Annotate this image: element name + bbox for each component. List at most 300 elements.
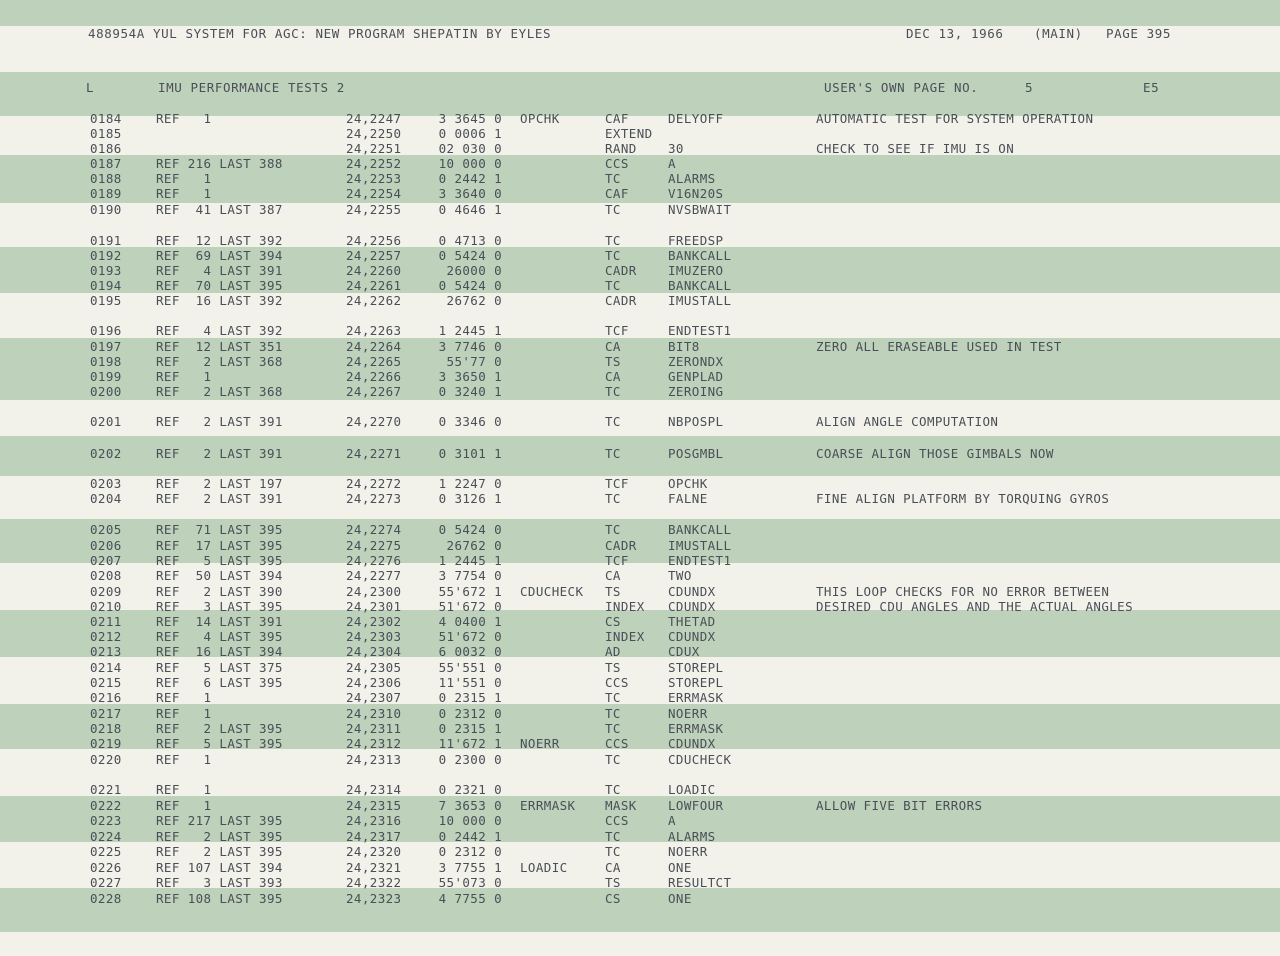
- ref-column: REF 71 LAST 395: [156, 522, 283, 537]
- operand: ERRMASK: [668, 690, 724, 705]
- line-number: 0206: [90, 538, 122, 553]
- address: 24,2272: [346, 476, 402, 491]
- operand: STOREPL: [668, 660, 724, 675]
- ref-column: REF 2 LAST 390: [156, 584, 283, 599]
- operand: ONE: [668, 891, 692, 906]
- line-number: 0195: [90, 293, 122, 308]
- ref-column: REF 4 LAST 391: [156, 263, 283, 278]
- header-title: 488954A YUL SYSTEM FOR AGC: NEW PROGRAM SHEPATIN BY EYLES: [88, 26, 552, 41]
- listing-row: [0, 736, 1280, 751]
- address: 24,2322: [346, 875, 402, 890]
- line-number: 0222: [90, 798, 122, 813]
- octal-word: 02 030 0: [438, 141, 502, 156]
- operand: A: [668, 156, 676, 171]
- address: 24,2277: [346, 568, 402, 583]
- listing-row: [0, 186, 1280, 201]
- listing-row: [0, 522, 1280, 537]
- symbol-label: LOADIC: [520, 860, 568, 875]
- operand: FREEDSP: [668, 233, 724, 248]
- opcode: TS: [605, 354, 621, 369]
- octal-word: 1 2247 0: [438, 476, 502, 491]
- ref-column: REF 3 LAST 393: [156, 875, 283, 890]
- line-number: 0210: [90, 599, 122, 614]
- listing-row: [0, 706, 1280, 721]
- listing-row: [0, 278, 1280, 293]
- address: 24,2311: [346, 721, 402, 736]
- operand: ERRMASK: [668, 721, 724, 736]
- address: 24,2302: [346, 614, 402, 629]
- opcode: CADR: [605, 293, 637, 308]
- ref-column: REF 6 LAST 395: [156, 675, 283, 690]
- comment: CHECK TO SEE IF IMU IS ON: [816, 141, 1015, 156]
- octal-word: 0 5424 0: [438, 278, 502, 293]
- listing-row: [0, 829, 1280, 844]
- opcode: EXTEND: [605, 126, 653, 141]
- opcode: CADR: [605, 263, 637, 278]
- listing-row: [0, 690, 1280, 705]
- line-number: 0224: [90, 829, 122, 844]
- opcode: RAND: [605, 141, 637, 156]
- ref-column: REF 4 LAST 395: [156, 629, 283, 644]
- address: 24,2304: [346, 644, 402, 659]
- operand: THETAD: [668, 614, 716, 629]
- line-number: 0218: [90, 721, 122, 736]
- octal-word: 0 4646 1: [438, 202, 502, 217]
- ref-column: REF 107 LAST 394: [156, 860, 283, 875]
- listing-row: [0, 354, 1280, 369]
- octal-word: 0 0006 1: [438, 126, 502, 141]
- line-number: 0208: [90, 568, 122, 583]
- comment: THIS LOOP CHECKS FOR NO ERROR BETWEEN: [816, 584, 1110, 599]
- line-number: 0191: [90, 233, 122, 248]
- octal-word: 55'77 0: [446, 354, 502, 369]
- opcode: CCS: [605, 813, 629, 828]
- octal-word: 1 2445 1: [438, 323, 502, 338]
- octal-word: 6 0032 0: [438, 644, 502, 659]
- comment: AUTOMATIC TEST FOR SYSTEM OPERATION: [816, 111, 1094, 126]
- line-number: 0194: [90, 278, 122, 293]
- octal-word: 3 3645 0: [438, 111, 502, 126]
- octal-word: 1 2445 1: [438, 553, 502, 568]
- listing-row: [0, 629, 1280, 644]
- opcode: TC: [605, 233, 621, 248]
- address: 24,2274: [346, 522, 402, 537]
- operand: CDUNDX: [668, 629, 716, 644]
- octal-word: 51'672 0: [438, 599, 502, 614]
- line-number: 0220: [90, 752, 122, 767]
- opcode: TC: [605, 690, 621, 705]
- octal-word: 3 7755 1: [438, 860, 502, 875]
- opcode: TC: [605, 706, 621, 721]
- octal-word: 0 3126 1: [438, 491, 502, 506]
- address: 24,2247: [346, 111, 402, 126]
- address: 24,2271: [346, 446, 402, 461]
- symbol-label: ERRMASK: [520, 798, 576, 813]
- octal-word: 10 000 0: [438, 156, 502, 171]
- listing-row: [0, 644, 1280, 659]
- ref-column: REF 2 LAST 391: [156, 446, 283, 461]
- operand: IMUZERO: [668, 263, 724, 278]
- operand: OPCHK: [668, 476, 708, 491]
- ref-column: REF 2 LAST 391: [156, 491, 283, 506]
- ref-column: REF 2 LAST 395: [156, 844, 283, 859]
- ref-column: REF 2 LAST 395: [156, 721, 283, 736]
- address: 24,2267: [346, 384, 402, 399]
- comment: ALIGN ANGLE COMPUTATION: [816, 414, 999, 429]
- opcode: CCS: [605, 156, 629, 171]
- comment: ZERO ALL ERASEABLE USED IN TEST: [816, 339, 1062, 354]
- listing-row: [0, 553, 1280, 568]
- address: 24,2270: [346, 414, 402, 429]
- octal-word: 0 3346 0: [438, 414, 502, 429]
- opcode: TC: [605, 522, 621, 537]
- operand: CDUNDX: [668, 736, 716, 751]
- address: 24,2317: [346, 829, 402, 844]
- operand: RESULTCT: [668, 875, 732, 890]
- ref-column: REF 16 LAST 394: [156, 644, 283, 659]
- octal-word: 26762 0: [446, 538, 502, 553]
- address: 24,2316: [346, 813, 402, 828]
- opcode: TCF: [605, 323, 629, 338]
- listing-row: [0, 675, 1280, 690]
- address: 24,2323: [346, 891, 402, 906]
- address: 24,2260: [346, 263, 402, 278]
- operand: ALARMS: [668, 829, 716, 844]
- opcode: TC: [605, 384, 621, 399]
- listing-row: [0, 248, 1280, 263]
- listing-row: [0, 446, 1280, 461]
- line-number: 0200: [90, 384, 122, 399]
- symbol-label: OPCHK: [520, 111, 560, 126]
- octal-word: 0 2312 0: [438, 706, 502, 721]
- section-ref: E5: [1143, 80, 1160, 95]
- operand: CDUX: [668, 644, 700, 659]
- listing-row: [0, 491, 1280, 506]
- address: 24,2264: [346, 339, 402, 354]
- ref-column: REF 69 LAST 394: [156, 248, 283, 263]
- opcode: TC: [605, 171, 621, 186]
- operand: ONE: [668, 860, 692, 875]
- octal-word: 10 000 0: [438, 813, 502, 828]
- line-number: 0184: [90, 111, 122, 126]
- symbol-label: CDUCHECK: [520, 584, 584, 599]
- octal-word: 0 2442 1: [438, 829, 502, 844]
- listing-row: [0, 263, 1280, 278]
- opcode: TC: [605, 782, 621, 797]
- ref-column: REF 1: [156, 782, 212, 797]
- operand: IMUSTALL: [668, 538, 732, 553]
- address: 24,2253: [346, 171, 402, 186]
- address: 24,2313: [346, 752, 402, 767]
- opcode: TC: [605, 278, 621, 293]
- listing-row: [0, 414, 1280, 429]
- operand: BANKCALL: [668, 522, 732, 537]
- line-number: 0193: [90, 263, 122, 278]
- operand: CDUCHECK: [668, 752, 732, 767]
- octal-word: 3 3650 1: [438, 369, 502, 384]
- line-number: 0204: [90, 491, 122, 506]
- line-number: 0221: [90, 782, 122, 797]
- operand: 30: [668, 141, 684, 156]
- opcode: TC: [605, 414, 621, 429]
- line-number: 0190: [90, 202, 122, 217]
- opcode: TC: [605, 491, 621, 506]
- octal-word: 55'073 0: [438, 875, 502, 890]
- opcode: CS: [605, 614, 621, 629]
- listing-row: [0, 614, 1280, 629]
- listing-row: [0, 293, 1280, 308]
- operand: ZERONDX: [668, 354, 724, 369]
- operand: GENPLAD: [668, 369, 724, 384]
- operand: A: [668, 813, 676, 828]
- operand: NVSBWAIT: [668, 202, 732, 217]
- listing-row: [0, 752, 1280, 767]
- listing-row: [0, 233, 1280, 248]
- operand: BIT8: [668, 339, 700, 354]
- ref-column: REF 1: [156, 752, 212, 767]
- listing-row: [0, 875, 1280, 890]
- address: 24,2256: [346, 233, 402, 248]
- ref-column: REF 14 LAST 391: [156, 614, 283, 629]
- opcode: CCS: [605, 736, 629, 751]
- address: 24,2254: [346, 186, 402, 201]
- address: 24,2315: [346, 798, 402, 813]
- line-number: 0219: [90, 736, 122, 751]
- octal-word: 0 5424 0: [438, 522, 502, 537]
- listing-row: [0, 721, 1280, 736]
- listing-row: [0, 599, 1280, 614]
- ref-column: REF 5 LAST 375: [156, 660, 283, 675]
- operand: POSGMBL: [668, 446, 724, 461]
- opcode: TC: [605, 721, 621, 736]
- ref-column: REF 5 LAST 395: [156, 553, 283, 568]
- section-title: IMU PERFORMANCE TESTS 2: [158, 80, 345, 95]
- octal-word: 0 3101 1: [438, 446, 502, 461]
- octal-word: 11'551 0: [438, 675, 502, 690]
- line-number: 0214: [90, 660, 122, 675]
- address: 24,2276: [346, 553, 402, 568]
- ref-column: REF 2 LAST 368: [156, 384, 283, 399]
- listing-row: [0, 126, 1280, 141]
- ref-column: REF 70 LAST 395: [156, 278, 283, 293]
- address: 24,2305: [346, 660, 402, 675]
- ref-column: REF 2 LAST 395: [156, 829, 283, 844]
- line-number: 0215: [90, 675, 122, 690]
- opcode: AD: [605, 644, 621, 659]
- listing-row: [0, 171, 1280, 186]
- opcode: TC: [605, 829, 621, 844]
- user-page-label: USER'S OWN PAGE NO.: [824, 80, 979, 95]
- ref-column: REF 17 LAST 395: [156, 538, 283, 553]
- user-page-number: 5: [1025, 80, 1034, 95]
- ref-column: REF 1: [156, 111, 212, 126]
- octal-word: 0 2321 0: [438, 782, 502, 797]
- line-number: 0212: [90, 629, 122, 644]
- opcode: TS: [605, 584, 621, 599]
- listing-row: [0, 141, 1280, 156]
- address: 24,2275: [346, 538, 402, 553]
- opcode: CA: [605, 369, 621, 384]
- operand: NBPOSPL: [668, 414, 724, 429]
- comment: FINE ALIGN PLATFORM BY TORQUING GYROS: [816, 491, 1110, 506]
- octal-word: 3 7754 0: [438, 568, 502, 583]
- listing-row: [0, 156, 1280, 171]
- octal-word: 0 2442 1: [438, 171, 502, 186]
- ref-column: REF 12 LAST 351: [156, 339, 283, 354]
- opcode: INDEX: [605, 629, 645, 644]
- opcode: TCF: [605, 476, 629, 491]
- opcode: TC: [605, 446, 621, 461]
- operand: CDUNDX: [668, 584, 716, 599]
- listing-row: [0, 584, 1280, 599]
- address: 24,2320: [346, 844, 402, 859]
- line-number: 0211: [90, 614, 122, 629]
- listing-row: [0, 813, 1280, 828]
- ref-column: REF 2 LAST 391: [156, 414, 283, 429]
- line-number: 0198: [90, 354, 122, 369]
- line-number: 0202: [90, 446, 122, 461]
- line-number: 0192: [90, 248, 122, 263]
- address: 24,2252: [346, 156, 402, 171]
- listing-row: [0, 111, 1280, 126]
- opcode: CA: [605, 860, 621, 875]
- opcode: CAF: [605, 186, 629, 201]
- octal-word: 0 5424 0: [438, 248, 502, 263]
- octal-word: 0 3240 1: [438, 384, 502, 399]
- line-number: 0203: [90, 476, 122, 491]
- address: 24,2263: [346, 323, 402, 338]
- line-number: 0223: [90, 813, 122, 828]
- octal-word: 0 2300 0: [438, 752, 502, 767]
- address: 24,2301: [346, 599, 402, 614]
- operand: LOWFOUR: [668, 798, 724, 813]
- listing-row: [0, 323, 1280, 338]
- address: 24,2312: [346, 736, 402, 751]
- operand: STOREPL: [668, 675, 724, 690]
- opcode: CA: [605, 339, 621, 354]
- address: 24,2257: [346, 248, 402, 263]
- operand: ENDTEST1: [668, 553, 732, 568]
- octal-word: 26000 0: [446, 263, 502, 278]
- line-number: 0217: [90, 706, 122, 721]
- ref-column: REF 1: [156, 690, 212, 705]
- listing-row: [0, 202, 1280, 217]
- opcode: TC: [605, 202, 621, 217]
- ref-column: REF 4 LAST 392: [156, 323, 283, 338]
- listing-row: [0, 476, 1280, 491]
- line-number: 0196: [90, 323, 122, 338]
- operand: BANKCALL: [668, 248, 732, 263]
- line-number: 0227: [90, 875, 122, 890]
- operand: TWO: [668, 568, 692, 583]
- opcode: TCF: [605, 553, 629, 568]
- address: 24,2261: [346, 278, 402, 293]
- header-page: PAGE 395: [1106, 26, 1172, 41]
- octal-word: 11'672 1: [438, 736, 502, 751]
- opcode: TC: [605, 248, 621, 263]
- line-number: 0207: [90, 553, 122, 568]
- line-number: 0216: [90, 690, 122, 705]
- ref-column: REF 3 LAST 395: [156, 599, 283, 614]
- opcode: CA: [605, 568, 621, 583]
- listing-row: [0, 339, 1280, 354]
- line-number: 0205: [90, 522, 122, 537]
- ref-column: REF 50 LAST 394: [156, 568, 283, 583]
- ref-column: REF 1: [156, 171, 212, 186]
- line-number: 0209: [90, 584, 122, 599]
- ref-column: REF 108 LAST 395: [156, 891, 283, 906]
- opcode: MASK: [605, 798, 637, 813]
- address: 24,2310: [346, 706, 402, 721]
- ref-column: REF 216 LAST 388: [156, 156, 283, 171]
- address: 24,2262: [346, 293, 402, 308]
- line-number: 0188: [90, 171, 122, 186]
- opcode: TS: [605, 875, 621, 890]
- opcode: INDEX: [605, 599, 645, 614]
- address: 24,2306: [346, 675, 402, 690]
- line-number: 0186: [90, 141, 122, 156]
- operand: FALNE: [668, 491, 708, 506]
- line-number: 0187: [90, 156, 122, 171]
- listing-row: [0, 384, 1280, 399]
- listing-row: [0, 860, 1280, 875]
- address: 24,2255: [346, 202, 402, 217]
- comment: ALLOW FIVE BIT ERRORS: [816, 798, 983, 813]
- ref-column: REF 16 LAST 392: [156, 293, 283, 308]
- operand: LOADIC: [668, 782, 716, 797]
- address: 24,2265: [346, 354, 402, 369]
- line-number: 0199: [90, 369, 122, 384]
- address: 24,2251: [346, 141, 402, 156]
- operand: BANKCALL: [668, 278, 732, 293]
- line-number: 0228: [90, 891, 122, 906]
- ref-column: REF 2 LAST 197: [156, 476, 283, 491]
- ref-column: REF 1: [156, 798, 212, 813]
- octal-word: 55'672 1: [438, 584, 502, 599]
- opcode: TS: [605, 660, 621, 675]
- address: 24,2300: [346, 584, 402, 599]
- octal-word: 0 2315 1: [438, 721, 502, 736]
- line-number: 0197: [90, 339, 122, 354]
- operand: DELYOFF: [668, 111, 724, 126]
- address: 24,2303: [346, 629, 402, 644]
- listing-row: [0, 844, 1280, 859]
- ref-column: REF 217 LAST 395: [156, 813, 283, 828]
- operand: CDUNDX: [668, 599, 716, 614]
- octal-word: 0 2312 0: [438, 844, 502, 859]
- line-number: 0189: [90, 186, 122, 201]
- ref-column: REF 1: [156, 369, 212, 384]
- operand: V16N20S: [668, 186, 724, 201]
- header-date: DEC 13, 1966: [906, 26, 1004, 41]
- line-number: 0201: [90, 414, 122, 429]
- opcode: CAF: [605, 111, 629, 126]
- opcode: CADR: [605, 538, 637, 553]
- operand: ENDTEST1: [668, 323, 732, 338]
- operand: ALARMS: [668, 171, 716, 186]
- ref-column: REF 12 LAST 392: [156, 233, 283, 248]
- ref-column: REF 1: [156, 706, 212, 721]
- comment: DESIRED CDU ANGLES AND THE ACTUAL ANGLES: [816, 599, 1134, 614]
- header-part: (MAIN): [1034, 26, 1083, 41]
- address: 24,2250: [346, 126, 402, 141]
- listing-row: [0, 369, 1280, 384]
- address: 24,2266: [346, 369, 402, 384]
- opcode: TC: [605, 844, 621, 859]
- line-number: 0225: [90, 844, 122, 859]
- octal-word: 0 4713 0: [438, 233, 502, 248]
- opcode: CCS: [605, 675, 629, 690]
